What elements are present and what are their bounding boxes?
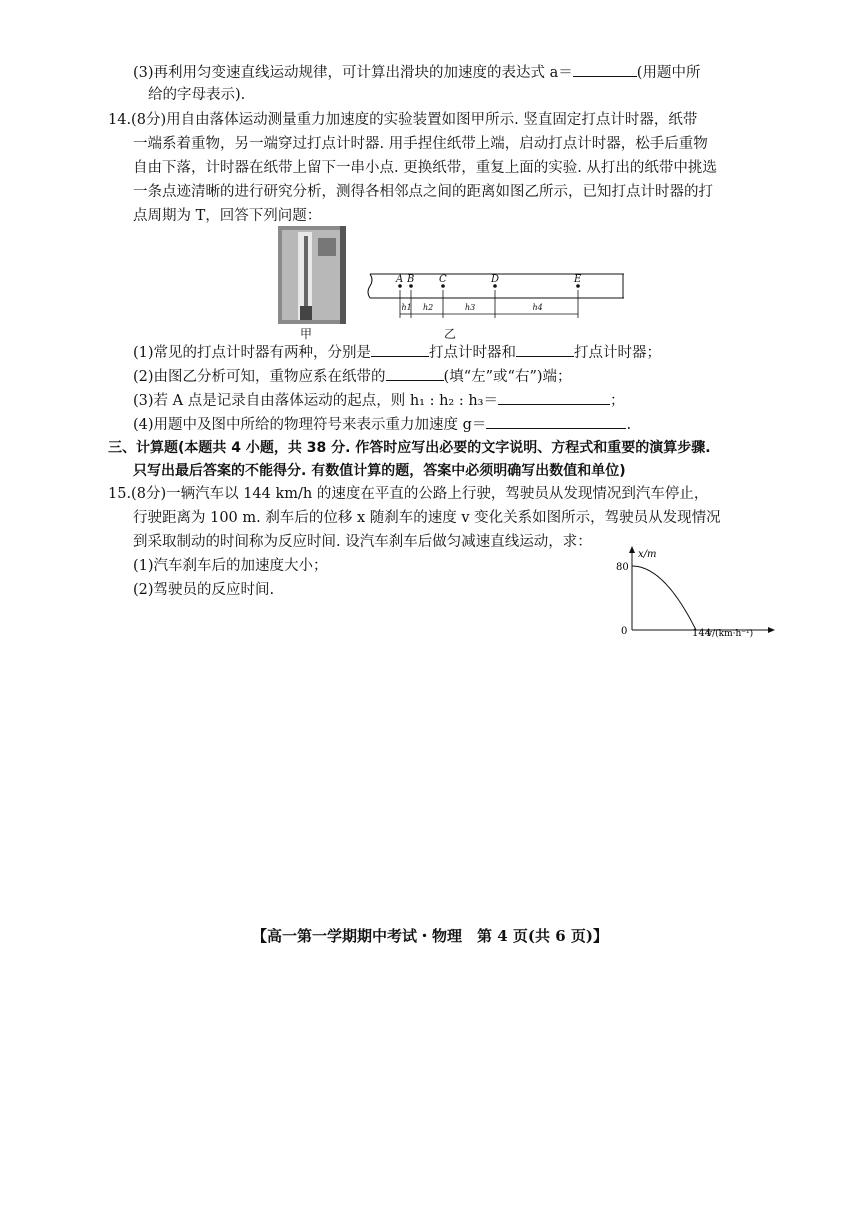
q14-line3: 自由下落，计时器在纸带上留下一串小点. 更换纸带，重复上面的实验. 从打出的纸带中挑选: [133, 160, 717, 176]
tape-segment-label-h3: h3: [465, 303, 476, 312]
q14-figure: [278, 226, 624, 342]
q14-sub1: [133, 342, 661, 363]
tape-point-label-E: E: [574, 274, 582, 285]
x-axis-arrow-icon: [768, 627, 775, 633]
q14-sub4-text-b: .: [626, 417, 632, 433]
q14-sub2-text-b: (填“左”或“右”)端；: [443, 369, 572, 385]
q14-line2: 一端系着重物，另一端穿过打点计时器. 用手捏住纸带上端，启动打点计时器，松手后重物: [133, 136, 708, 152]
q13-part3-text-b: (用题中所: [636, 65, 701, 81]
q14-sub2-text-a: (2)由图乙分析可知，重物应系在纸带的: [133, 369, 386, 385]
q14-sub4-text-a: (4)用题中及图中所给的物理符号来表示重力加速度 g＝: [133, 417, 487, 433]
xv-ticks: [616, 562, 711, 639]
q15-line3: 到采取制动的时间称为反应时间. 设汽车刹车后做匀减速直线运动，求：: [133, 534, 592, 550]
tape-segment-label-h4: h4: [532, 303, 543, 312]
q15-line1: 15.(8分)一辆汽车以 144 km/h 的速度在平直的公路上行驶，驾驶员从发现情况到汽车停止，: [108, 486, 709, 502]
fig-label-yi: 乙: [444, 327, 457, 341]
q13-part3-text-a: (3)再利用匀变速直线运动规律，可计算出滑块的加速度的表达式 a＝: [133, 65, 573, 81]
q13-part3-line2: 给的字母表示).: [148, 87, 246, 103]
q14-sub2: [133, 366, 572, 387]
fig-label-jia: 甲: [300, 327, 313, 341]
page-footer: 【高一第一学期期中考试・物理 第 4 页(共 6 页)】: [252, 927, 608, 945]
x-axis-label: v/(km·h⁻¹): [707, 629, 754, 639]
q15-sub2: (2)驾驶员的反应时间.: [133, 582, 275, 598]
section3-heading-line2: 只写出最后答案的不能得分. 有数值计算的题，答案中必须明确写出数值和单位): [133, 463, 626, 479]
q14-sub2-blank: [386, 366, 444, 381]
xv-curve: [632, 566, 696, 630]
q14-line4: 一条点迹清晰的进行研究分析，测得各相邻点之间的距离如图乙所示，已知打点计时器的打: [133, 184, 713, 200]
y-axis-arrow-icon: [629, 546, 635, 553]
tape-point-label-B: B: [407, 274, 415, 285]
tape-point-label-D: D: [491, 274, 500, 285]
q14-sub1-blank2: [516, 342, 574, 357]
tape-segment-label-h1: h1: [401, 303, 412, 312]
q14-sub4: [133, 414, 631, 435]
q13-part3-line1: [133, 62, 700, 83]
y-axis-label: x/m: [638, 549, 657, 560]
q14-sub3-text-a: (3)若 A 点是记录自由落体运动的起点，则 h₁ : h₂ : h₃＝: [133, 393, 498, 409]
q14-sub3-text-b: ；: [610, 393, 625, 409]
xv-chart: [610, 544, 780, 640]
q14-line1: 14.(8分)用自由落体运动测量重力加速度的实验装置如图甲所示. 竖直固定打点计时器，纸带: [108, 112, 698, 128]
q14-sub1-text-c: 打点计时器；: [574, 345, 662, 361]
q14-sub4-blank: [486, 414, 626, 429]
q14-sub3-blank: [498, 390, 610, 405]
tape-point-label-A: A: [396, 274, 404, 285]
tape-segment-label-h2: h2: [423, 303, 434, 312]
q14-sub1-text-b: 打点计时器和: [429, 345, 517, 361]
q15-line2: 行驶距离为 100 m. 刹车后的位移 x 随刹车的速度 v 变化关系如图所示，驾驶员从发现情况: [133, 510, 721, 526]
tape-points: [395, 274, 582, 318]
q14-line5: 点周期为 T，回答下列问题：: [133, 208, 322, 224]
q15-sub1: (1)汽车刹车后的加速度大小；: [133, 558, 328, 574]
q13-answer-blank: [573, 62, 637, 77]
q14-sub3: [133, 390, 625, 411]
q14-sub1-blank1: [371, 342, 429, 357]
section3-heading-line1: 三、计算题(本题共 4 小题，共 38 分. 作答时应写出必要的文字说明、方程式和重要的演算步骤.: [108, 440, 711, 456]
origin-label-0: 0: [621, 626, 628, 637]
apparatus-photo: [278, 226, 346, 324]
q14-sub1-text-a: (1)常见的打点计时器有两种，分别是: [133, 345, 372, 361]
y-tick-label-80: 80: [616, 562, 629, 573]
x-tick-label-144: 144: [692, 628, 712, 639]
tape-point-label-C: C: [439, 274, 447, 285]
